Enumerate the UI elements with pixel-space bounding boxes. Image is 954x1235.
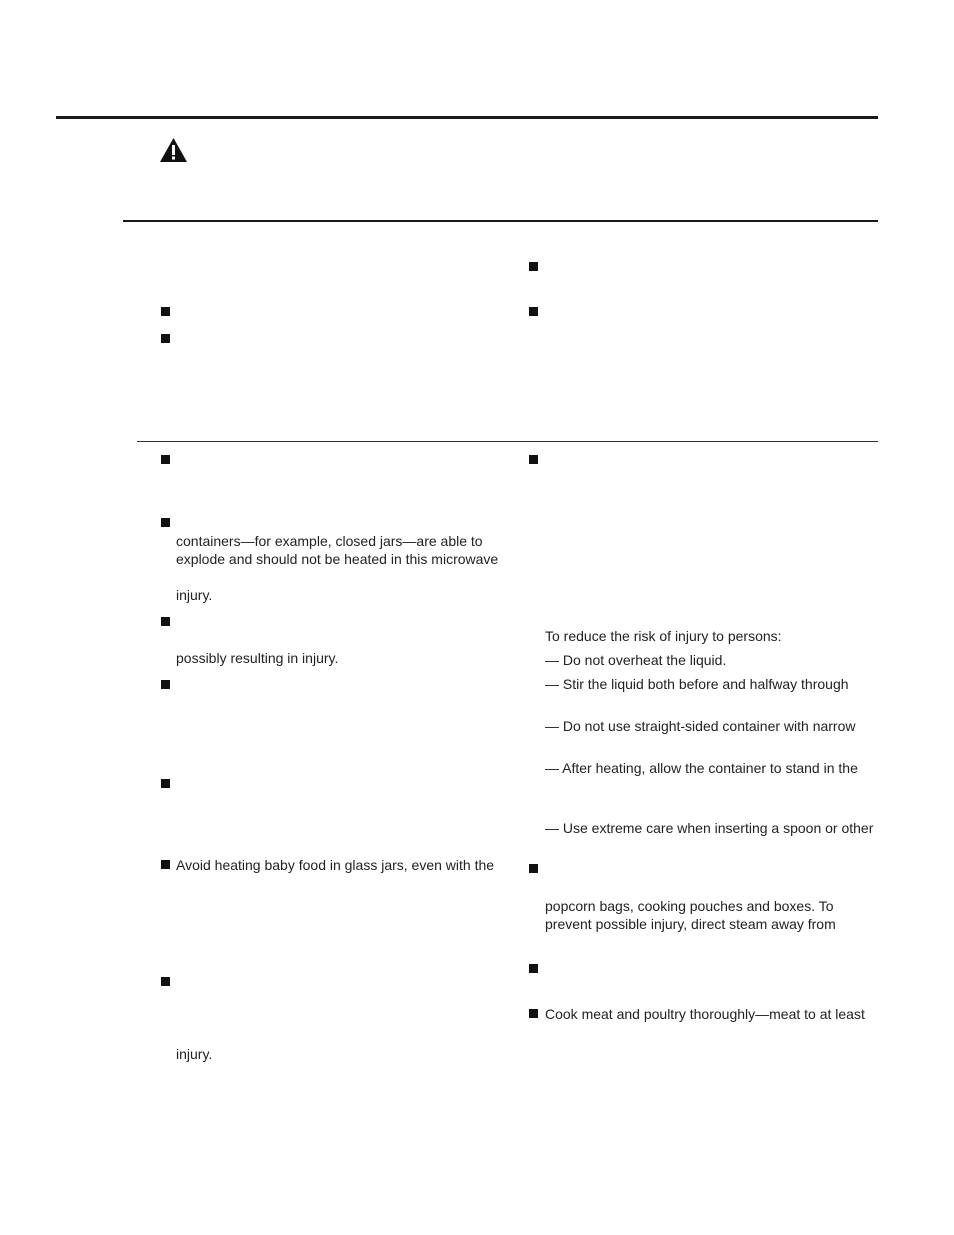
square-bullet-icon: [529, 864, 538, 873]
top-rule: [56, 116, 878, 119]
dash-item: — Do not use straight-sided container with narrow: [545, 718, 856, 734]
dash-item: — After heating, allow the container to stand in the: [545, 760, 858, 776]
dash-item: — Do not overheat the liquid.: [545, 652, 727, 668]
square-bullet-icon: [161, 518, 170, 527]
section-divider: [137, 441, 878, 442]
dash-item: — Stir the liquid both before and halfway through: [545, 676, 849, 692]
square-bullet-icon: [529, 455, 538, 464]
steam-line-1: popcorn bags, cooking pouches and boxes. To: [545, 898, 834, 914]
superheated-intro: To reduce the risk of injury to persons:: [545, 628, 782, 644]
dash-item: — Use extreme care when inserting a spoon or other: [545, 820, 874, 836]
warning-triangle-icon: [159, 137, 188, 163]
square-bullet-icon: [161, 334, 170, 343]
last-item-line: injury.: [176, 1046, 213, 1062]
square-bullet-icon: [161, 307, 170, 316]
square-bullet-icon: [161, 617, 170, 626]
steam-line-2: prevent possible injury, direct steam away from: [545, 916, 836, 932]
baby-food-line: Avoid heating baby food in glass jars, even with the: [176, 857, 495, 873]
square-bullet-icon: [161, 860, 170, 869]
square-bullet-icon: [161, 680, 170, 689]
square-bullet-icon: [529, 964, 538, 973]
sealed-containers-line-2: explode and should not be heated in this microwave: [176, 551, 499, 567]
square-bullet-icon: [529, 307, 538, 316]
injury-possible-line: possibly resulting in injury.: [176, 650, 339, 666]
meat-line: Cook meat and poultry thoroughly—meat to at least: [545, 1006, 865, 1022]
sealed-containers-line-3: injury.: [176, 587, 213, 603]
square-bullet-icon: [161, 455, 170, 464]
square-bullet-icon: [161, 977, 170, 986]
square-bullet-icon: [161, 779, 170, 788]
square-bullet-icon: [529, 262, 538, 271]
warning-divider: [123, 220, 878, 222]
square-bullet-icon: [529, 1009, 538, 1018]
sealed-containers-line-1: containers—for example, closed jars—are able to: [176, 533, 483, 549]
